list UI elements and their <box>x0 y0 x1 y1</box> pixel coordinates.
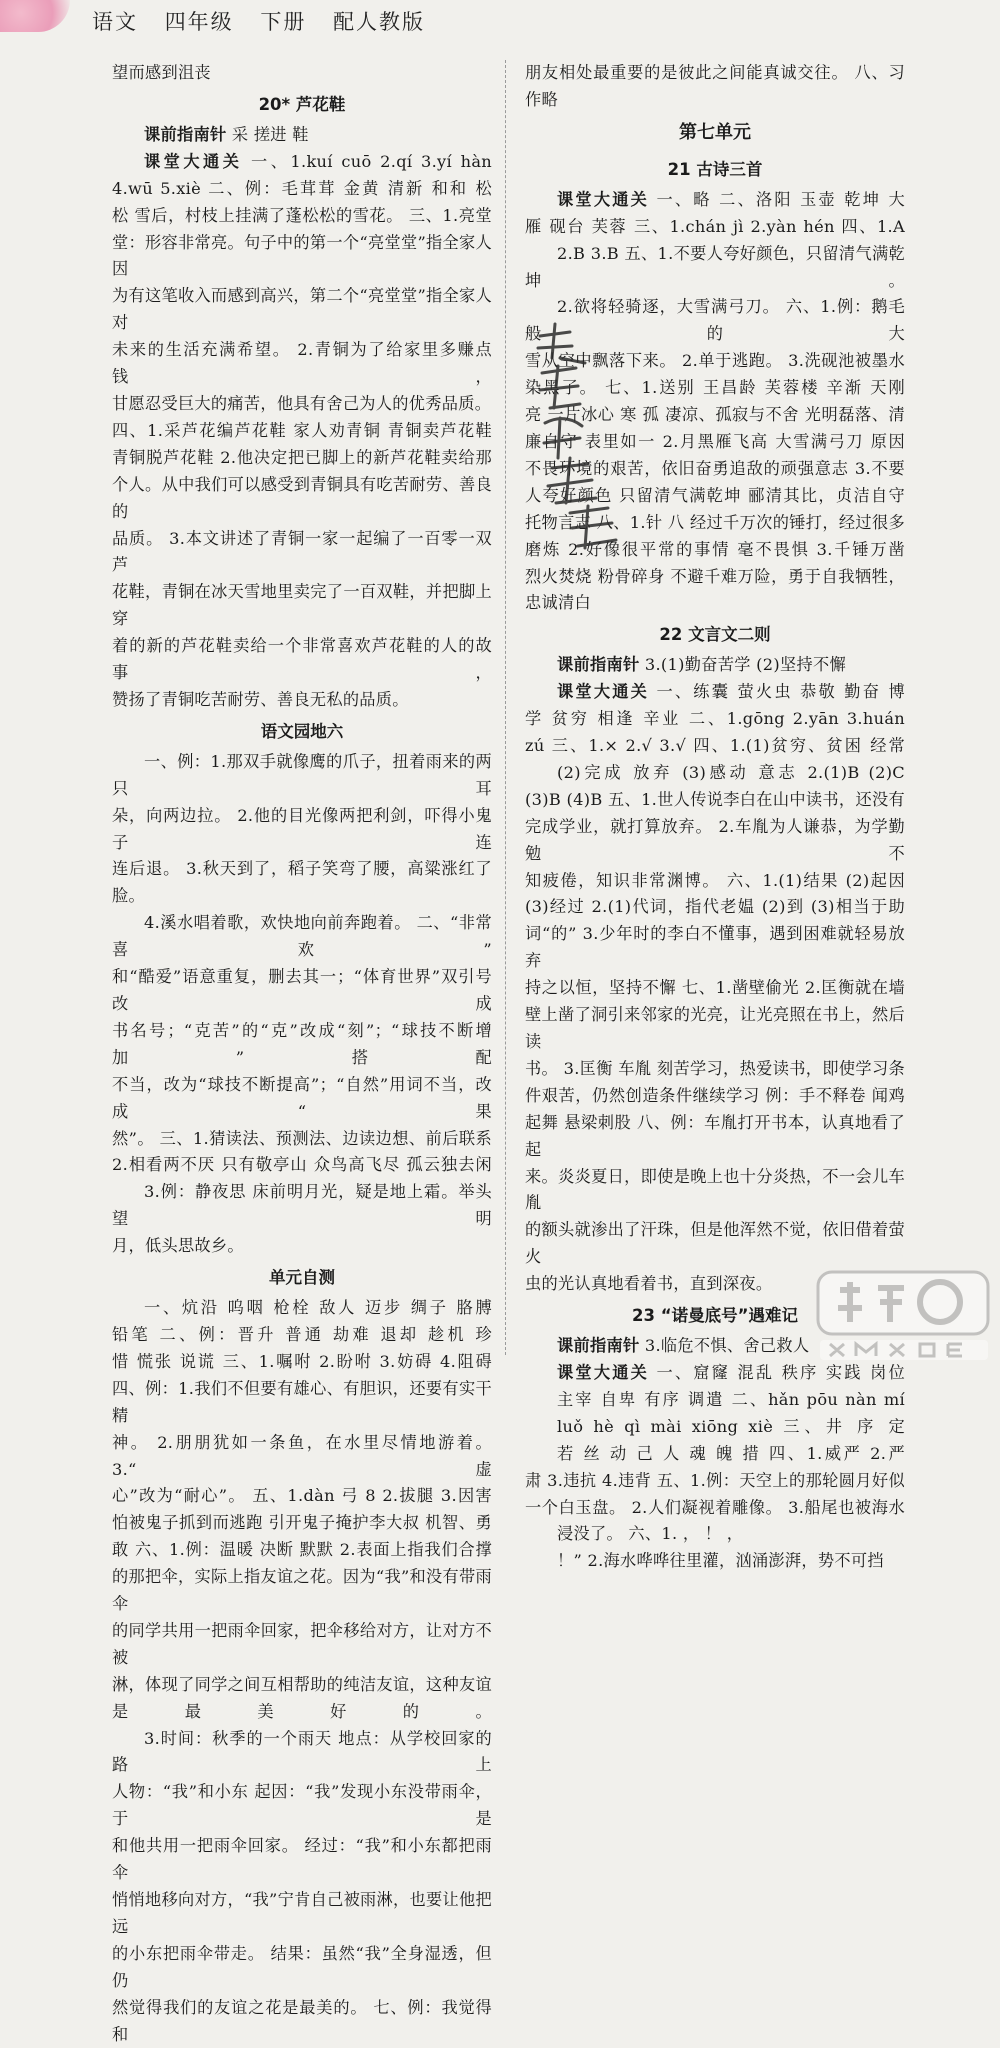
text-line: 为有这笔收入而感到高兴，第二个“亮堂堂”指全家人对 <box>112 286 492 333</box>
text-line: 浸没了。 六、1. ， ！ ， <box>557 1524 744 1544</box>
text-line: 不畏环境的艰苦，依旧奋勇追敌的顽强意志 3.不要 <box>525 458 905 478</box>
text-line: 一、例：1.那双手就像鹰的爪子，扭着雨来的两只耳 <box>112 751 492 798</box>
text-line <box>112 122 492 149</box>
text-line: 人物：“我”和小东 起因：“我”发现小东没带雨伞，于是 <box>112 1782 492 1829</box>
section-title: 语文园地六 <box>260 721 344 741</box>
text-span: 3.临危不惧、舍己救人 <box>639 1336 810 1356</box>
text-line: 知疲倦，知识非常渊博。 六、1.(1)结果 (2)起因 <box>525 870 905 890</box>
text-line: 铅笔 二、例：晋升 普通 劫难 退却 趁机 珍 <box>112 1324 492 1344</box>
text-line: 淋，体现了同学之间互相帮助的纯洁友谊，这种友谊是最美好的。 <box>112 1674 492 1721</box>
text-line: 磨炼 2.好像很平常的事情 毫不畏惧 3.千锤万凿 <box>525 539 905 559</box>
text-line: 主宰 自卑 有序 调遣 二、hǎn pōu nàn mí <box>557 1389 905 1409</box>
text-line: 雁 砚台 芙蓉 三、1.chán jì 2.yàn hén 四、1.A <box>525 216 905 236</box>
text-line: 不当，改为“球技不断提高”；“自然”用词不当，改成“果 <box>112 1074 492 1121</box>
text-line: 词“的” 3.少年时的李白不懂事，遇到困难就轻易放弃 <box>525 924 905 971</box>
section-label: 课堂大通关 <box>557 682 650 702</box>
lesson-title: 21 古诗三首 <box>667 159 763 179</box>
text-line: (3)经过 2.(1)代词，指代老媪 (2)到 (3)相当于助 <box>525 897 905 917</box>
section-title: 单元自测 <box>269 1268 335 1288</box>
text-line: luǒ hè qì mài xiōng xiè 三、井 序 定 <box>557 1416 905 1436</box>
column-divider <box>505 60 506 1355</box>
text-line: 神。 2.朋朋犹如一条鱼，在水里尽情地游着。 3.“虚 <box>112 1432 492 1479</box>
text-line: 作略 <box>525 89 558 109</box>
text-line: 怕被鬼子抓到而逃跑 引开鬼子掩护李大叔 机智、勇 <box>112 1513 492 1533</box>
text-line: 亮 一片冰心 寒 孤 凄凉、孤寂与不舍 光明磊落、清 <box>525 405 905 425</box>
text-line: 望而感到沮丧 <box>112 63 211 82</box>
section-label: 课堂大通关 <box>557 189 650 209</box>
text-line: 一、炕沿 呜咽 枪栓 敌人 迈步 绸子 胳膊 <box>144 1298 492 1318</box>
text-line: 烈火焚烧 粉骨碎身 不避千难万险，勇于自我牺牲， <box>525 566 905 586</box>
text-line: 壁上凿了洞引来邻家的光亮，让光亮照在书上，然后读 <box>525 1005 905 1051</box>
text-line: (3)B (4)B 五、1.世人传说李白在山中读书，还没有 <box>525 789 905 809</box>
text-line: 2.相看两不厌 只有敬亭山 众鸟高飞尽 孤云独去闲 <box>112 1155 492 1175</box>
text-line: 雪从空中飘落下来。 2.单于逃跑。 3.洗砚池被墨水 <box>525 351 905 371</box>
text-line: 个人。从中我们可以感受到青铜具有吃苦耐劳、善良的 <box>112 474 492 521</box>
text-line: 四、例：1.我们不但要有雄心、有胆识，还要有实干精 <box>112 1378 492 1425</box>
section-label: 课前指南针 <box>144 124 227 144</box>
text-line: 人夸好颜色 只留清气满乾坤 郦清其比，贞洁自守 <box>525 485 905 505</box>
text-line: 然”。 三、1.猜读法、预测法、边读边想、前后联系 <box>112 1128 492 1148</box>
text-line: 的小东把雨伞带走。 结果：虽然“我”全身湿透，但仍 <box>112 1943 492 1990</box>
text-line: 肃 3.违抗 4.违背 五、1.例：天空上的那轮圆月好似 <box>525 1470 905 1490</box>
text-line: 甘愿忍受巨大的痛苦，他具有舍己为人的优秀品质。 <box>112 393 492 413</box>
text-line: 悄悄地移向对方，“我”宁肯自己被雨淋，也要让他把远 <box>112 1890 492 1936</box>
section-label: 课堂大通关 <box>144 151 243 171</box>
text-span: 一、1.kuí cuō 2.qí 3.yí hàn <box>242 151 493 171</box>
text-line: 3.时间：秋季的一个雨天 地点：从学校回家的路上 <box>112 1728 492 1775</box>
lesson-title: 23 “诺曼底号”遇难记 <box>632 1306 798 1326</box>
text-line: 廉自守 表里如一 2.月黑雁飞高 大雪满弓刀 原因 <box>525 431 905 451</box>
text-line: 和他共用一把雨伞回家。 经过：“我”和小东都把雨伞 <box>112 1836 492 1883</box>
text-line: 赞扬了青铜吃苦耐劳、善良无私的品质。 <box>112 689 409 709</box>
text-line: 着的新的芦花鞋卖给一个非常喜欢芦花鞋的人的故事， <box>112 636 492 683</box>
text-line: 3.例：静夜思 床前明月光，疑是地上霜。举头望明 <box>112 1182 492 1229</box>
text-span: 3.(1)勤奋苦学 (2)坚持不懈 <box>639 655 846 675</box>
unit-title: 第七单元 <box>679 121 751 143</box>
section-label: 课前指南针 <box>557 655 640 675</box>
text-line: 持之以恒，坚持不懈 七、1.凿壁偷光 2.匡衡就在墙 <box>525 978 905 998</box>
text-line <box>525 187 905 214</box>
text-line: 忠诚清白 <box>525 593 591 613</box>
text-span: 一、略 二、洛阳 玉壶 乾坤 大 <box>649 189 905 209</box>
text-line <box>525 679 905 706</box>
header-volume: 下册 <box>260 10 307 34</box>
header-edition: 配人教版 <box>333 10 426 34</box>
text-line: 完成学业，就打算放弃。 2.车胤为人谦恭，为学勤勉不 <box>525 816 905 863</box>
text-line: 来。炎炎夏日，即使是晚上也十分炎热，不一会儿车胤 <box>525 1166 905 1213</box>
header-subject: 语文 <box>92 10 138 34</box>
text-line: 和“酷爱”语意重复，删去其一；“体育世界”双引号改成 <box>112 967 492 1013</box>
handwriting-scribble <box>530 318 625 553</box>
section-label: 课堂大通关 <box>557 1362 650 1382</box>
text-line: 的那把伞，实际上指友谊之花。因为“我”和没有带雨伞 <box>112 1567 492 1614</box>
lesson-title: 22 文言文二则 <box>659 625 771 645</box>
text-line: 松 雪后，村枝上挂满了蓬松松的雪花。 三、1.亮堂 <box>112 205 492 225</box>
text-line: (2)完成 放弃 (3)感动 意志 2.(1)B (2)C <box>557 762 905 782</box>
text-line: 连后退。 3.秋天到了，稻子笑弯了腰，高粱涨红了脸。 <box>112 859 492 906</box>
publisher-logo <box>0 0 70 32</box>
page-header <box>92 6 443 36</box>
text-line: 学 贫穷 相逢 辛业 二、1.gōng 2.yān 3.huán <box>525 709 905 729</box>
text-line: 书名号；“克苦”的“克”改成“刻”；“球技不断增加”搭配 <box>112 1020 492 1067</box>
text-line: 染黑了。 七、1.送别 王昌龄 芙蓉楼 辛渐 天刚 <box>525 378 905 398</box>
text-line: 敢 六、1.例：温暖 决断 默默 2.表面上指我们合撑 <box>112 1540 492 1560</box>
text-line: zú 三、1.× 2.√ 3.√ 四、1.(1)贫穷、贫困 经常 <box>525 736 905 756</box>
text-line: 书。 3.匡衡 车胤 刻苦学习，热爱读书，即使学习条 <box>525 1058 905 1078</box>
text-line: 惜 慌张 说谎 三、1.嘱咐 2.盼咐 3.妨碍 4.阻碍 <box>112 1351 492 1371</box>
text-line: 的额头就渗出了汗珠，但是他浑然不觉，依旧借着萤火 <box>525 1220 905 1267</box>
text-line: 若 丝 动 己 人 魂 魄 措 四、1.威严 2.严 <box>557 1443 905 1463</box>
text-line: ！” 2.海水哗哗往里灌，汹涌澎湃，势不可挡 <box>557 1551 884 1571</box>
text-span: 采 搓进 鞋 <box>226 124 309 144</box>
watermark-logo <box>800 1262 1000 1365</box>
text-line: 然觉得我们的友谊之花是最美的。 七、例：我觉得和 <box>112 1997 492 2044</box>
text-line <box>525 652 905 679</box>
text-line <box>112 149 492 176</box>
text-line: 花鞋，青铜在冰天雪地里卖完了一百双鞋，并把脚上穿 <box>112 582 492 629</box>
section-label: 课前指南针 <box>557 1336 640 1356</box>
text-line: 青铜脱芦花鞋 2.他决定把已脚上的新芦花鞋卖给那 <box>112 447 492 467</box>
text-line: 2.B 3.B 五、1.不要人夸好颜色，只留清气满乾坤。 <box>525 243 905 290</box>
text-line: 起舞 悬梁刺股 八、例：车胤打开书本，认真地看了起 <box>525 1112 905 1159</box>
text-line: 月，低头思故乡。 <box>112 1236 244 1256</box>
text-line: 一个白玉盘。 2.人们凝视着雕像。 3.船尾也被海水 <box>525 1497 905 1517</box>
text-line: 件艰苦，仍然创造条件继续学习 例：手不释卷 闻鸡 <box>525 1085 905 1105</box>
text-line: 2.欲将轻骑逐，大雪满弓刀。 六、1.例：鹅毛般的大 <box>525 297 905 344</box>
text-line: 朋友相处最重要的是彼此之间能真诚交往。 八、习 <box>525 63 905 82</box>
text-line: 品质。 3.本文讲述了青铜一家一起编了一百零一双芦 <box>112 528 492 575</box>
text-line: 四、1.采芦花编芦花鞋 家人劝青铜 青铜卖芦花鞋 <box>112 420 492 440</box>
text-span: 一、练囊 萤火虫 恭敬 勤奋 博 <box>649 682 905 702</box>
left-column <box>112 60 492 2048</box>
text-line: 4.溪水唱着歌，欢快地向前奔跑着。 二、“非常喜欢” <box>112 913 492 960</box>
text-line: 心”改为“耐心”。 五、1.dàn 弓 8 2.拔腿 3.因害 <box>112 1486 492 1506</box>
text-line: 4.wū 5.xiè 二、例：毛茸茸 金黄 清新 和和 松 <box>112 178 492 198</box>
lesson-title: 20* 芦花鞋 <box>258 94 346 114</box>
text-line: 堂：形容非常亮。句子中的第一个“亮堂堂”指全家人因 <box>112 232 492 279</box>
text-line: 未来的生活充满希望。 2.青铜为了给家里多赚点钱， <box>112 340 492 387</box>
text-line: 虫的光认真地看着书，直到深夜。 <box>525 1274 773 1294</box>
text-span: 一、窟窿 混乱 秩序 实践 岗位 <box>649 1362 905 1382</box>
text-line: 托物言志 八、1.针 八 经过千万次的锤打，经过很多 <box>525 512 905 532</box>
header-grade: 四年级 <box>164 10 234 34</box>
text-line: 的同学共用一把雨伞回家，把伞移给对方，让对方不被 <box>112 1620 492 1667</box>
text-line: 朵，向两边拉。 2.他的目光像两把利剑，吓得小鬼子连 <box>112 805 492 852</box>
